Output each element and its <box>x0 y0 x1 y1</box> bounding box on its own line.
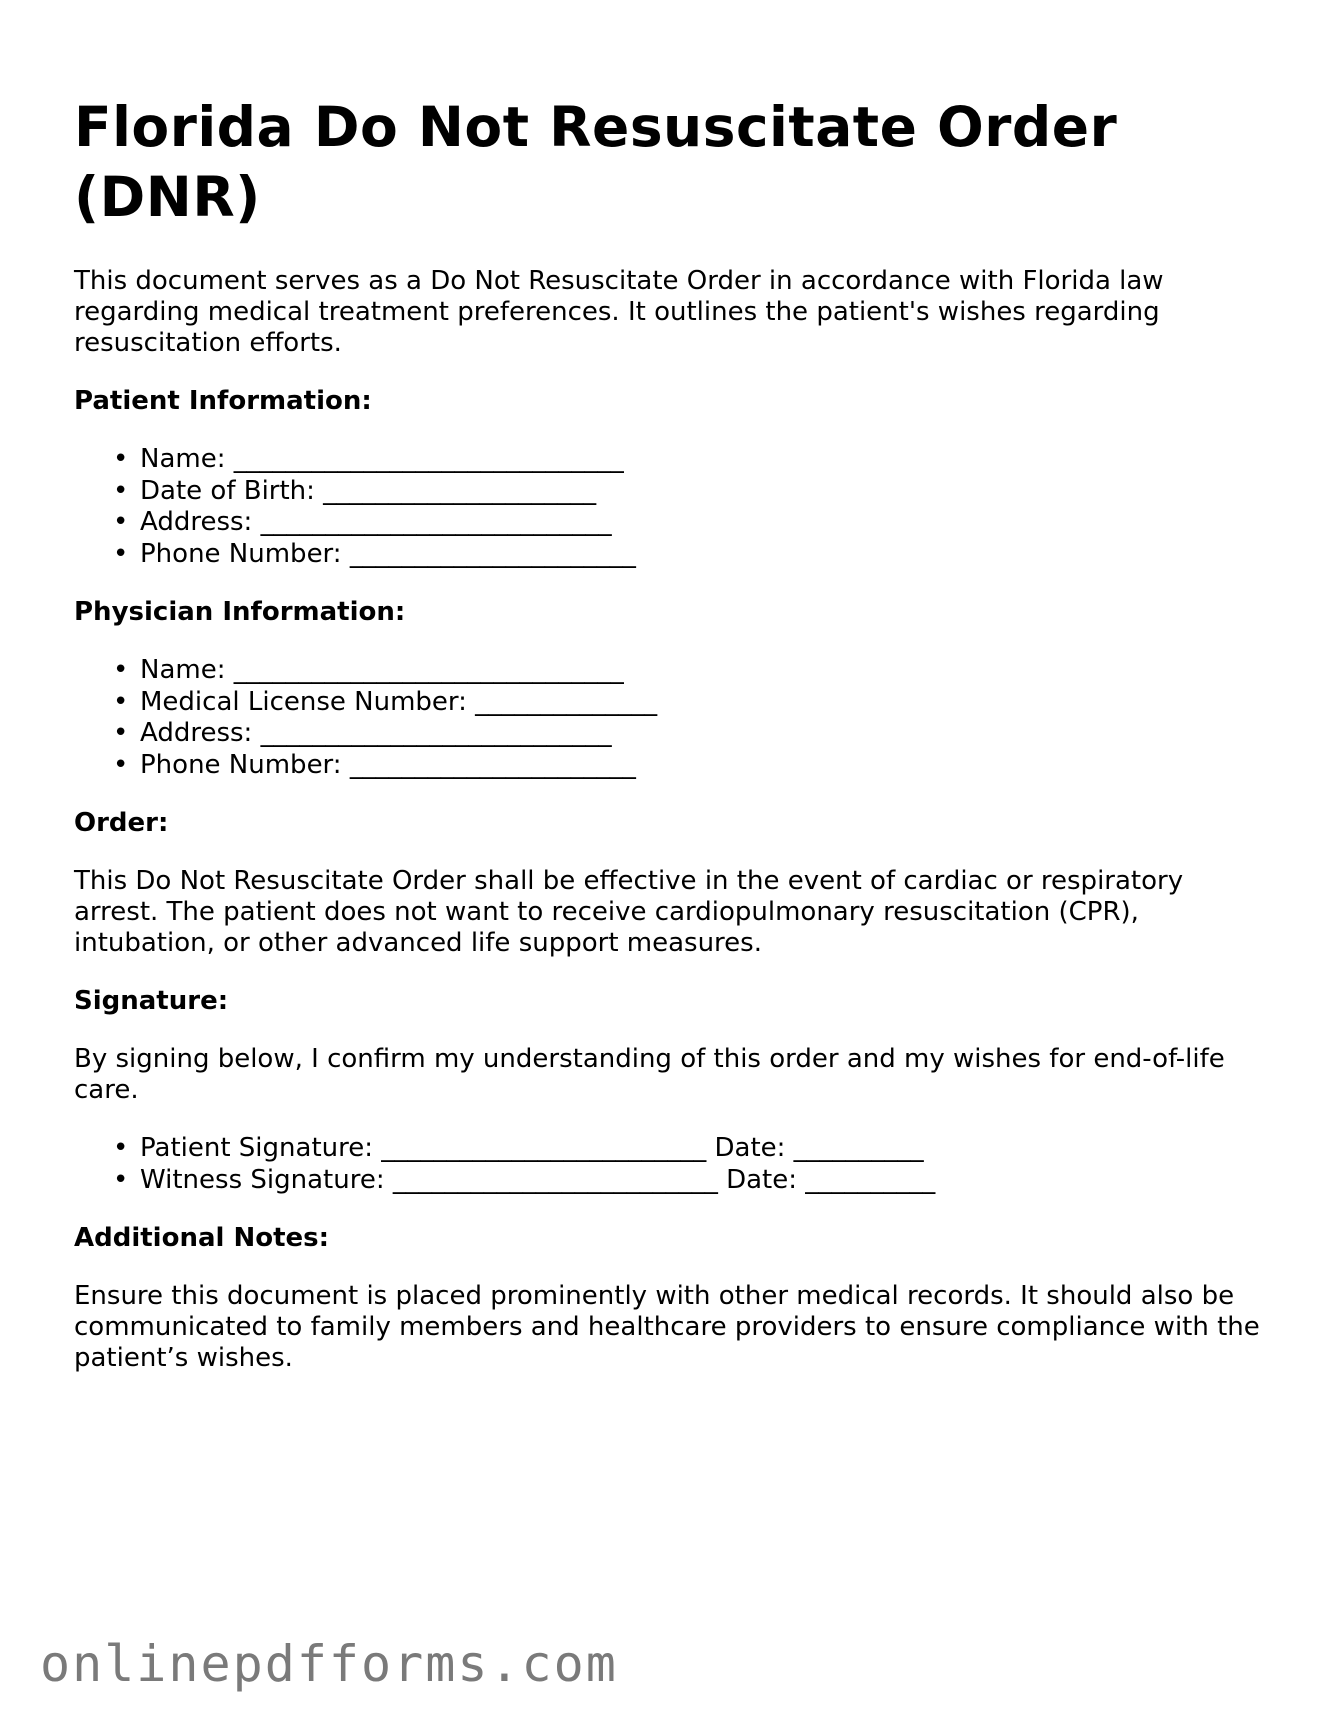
list-item <box>113 538 1274 571</box>
order-heading: Order: <box>74 808 169 838</box>
list-item <box>113 1164 1274 1197</box>
bullet-icon: • <box>113 655 129 685</box>
order-paragraph: This Do Not Resuscitate Order shall be effective in the event of cardiac or respiratory arrest. The patient does not want to receive cardiopulmonary resuscitation (CPR), intubation, or other advanced life support measures. <box>74 866 1184 958</box>
bullet-icon: • <box>113 444 129 474</box>
bullet-icon: • <box>113 1133 129 1163</box>
patient-info-heading: Patient Information: <box>74 386 372 416</box>
physician-license-field: Medical License Number: ______________ <box>140 686 658 717</box>
list-item <box>113 475 1274 508</box>
bullet-icon: • <box>113 507 129 537</box>
bullet-icon: • <box>113 718 129 748</box>
physician-info-heading: Physician Information: <box>74 597 406 627</box>
bullet-icon: • <box>113 1164 129 1195</box>
signature-heading: Signature: <box>74 986 229 1016</box>
bullet-icon: • <box>113 749 129 780</box>
page-title: Florida Do Not Resuscitate Order (DNR) <box>74 95 1118 229</box>
signature-list <box>74 1133 1274 1196</box>
bullet-icon: • <box>113 475 129 506</box>
list-item <box>113 655 1274 687</box>
physician-name-field: Name: ______________________________ <box>140 655 624 685</box>
patient-dob-field: Date of Birth: _____________________ <box>140 475 597 506</box>
patient-address-field: Address: ___________________________ <box>140 507 612 537</box>
list-item <box>113 444 1274 476</box>
patient-name-field: Name: ______________________________ <box>140 444 624 474</box>
list-item <box>113 749 1274 782</box>
patient-phone-field: Phone Number: ______________________ <box>140 538 636 569</box>
bullet-icon: • <box>113 538 129 569</box>
patient-signature-field: Patient Signature: _________________________ Date: __________ <box>140 1133 924 1163</box>
document-page <box>74 92 1274 1401</box>
physician-info-list <box>74 655 1274 781</box>
list-item <box>113 718 1274 750</box>
notes-heading: Additional Notes: <box>74 1223 330 1253</box>
patient-info-list <box>74 444 1274 570</box>
physician-phone-field: Phone Number: ______________________ <box>140 749 636 780</box>
physician-address-field: Address: ___________________________ <box>140 718 612 748</box>
intro-paragraph: This document serves as a Do Not Resuscitate Order in accordance with Florida law regarding medical treatment preferences. It outlines the patient's wishes regarding resuscitation efforts. <box>74 266 1164 358</box>
list-item <box>113 686 1274 719</box>
list-item <box>113 1133 1274 1165</box>
witness-signature-field: Witness Signature: _________________________ Date: __________ <box>140 1164 936 1195</box>
signature-paragraph: By signing below, I confirm my understanding of this order and my wishes for end-of-life care. <box>74 1044 1225 1105</box>
list-item <box>113 507 1274 539</box>
notes-paragraph: Ensure this document is placed prominently with other medical records. It should also be communicated to family members and healthcare providers to ensure compliance with the patient’s wishes. <box>74 1281 1260 1373</box>
bullet-icon: • <box>113 686 129 717</box>
watermark: onlinepdfforms.com <box>40 1635 618 1693</box>
